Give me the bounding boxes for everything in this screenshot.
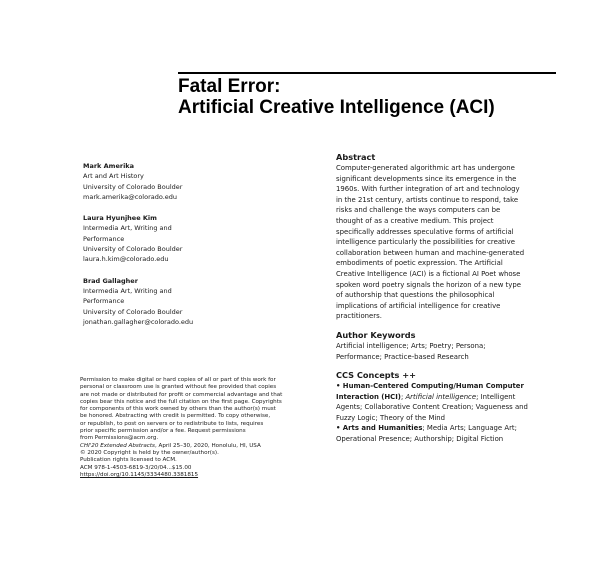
permission-notice [80, 377, 320, 479]
keywords-line: Performance; Practice-based Research [336, 352, 469, 361]
author-affiliation: Performance [83, 234, 125, 243]
ccs-line: Agents; Collaborative Content Creation; Vagueness and [336, 403, 528, 412]
author-3 [83, 276, 243, 327]
abstract-line: risks and challenge the ways computers can be [336, 206, 501, 215]
permission-line: be honored. Abstracting with credit is permitted. To copy otherwise, [80, 413, 271, 420]
abstract-line: Creative Intelligence (ACI) is a fictional AI Poet whose [336, 269, 521, 278]
ccs-line [336, 423, 576, 434]
abstract-line: collaboration between human and machine-generated [336, 248, 525, 257]
author-affiliation: Intermedia Art, Writing and [83, 224, 172, 233]
abstract-line: spoken word poetry signals the horizon of a new type [336, 280, 521, 289]
ccs-line: Fuzzy Logic; Theory of the Mind [336, 413, 446, 422]
permission-line: from Permissions@acm.org. [80, 435, 159, 442]
abstract-line: in the 21st century, artists continue to respond, take [336, 195, 519, 204]
paper-title [178, 76, 495, 118]
title-rule [178, 72, 556, 74]
ccs-category: • Arts and Humanities [336, 424, 423, 433]
author-affiliation: Performance [83, 297, 125, 306]
permission-line: or republish, to post on servers or to redistribute to lists, requires [80, 420, 264, 427]
ccs-line [336, 381, 576, 392]
abstract-line: embodiments of poetic expression. The Artificial [336, 259, 503, 268]
permission-line: personal or classroom use is granted without fee provided that copies [80, 384, 277, 391]
ccs-category: • Human-Centered Computing/Human Computer [336, 382, 524, 391]
abstract-line: of authorship that questions the philosophical [336, 291, 495, 300]
abstract-section [336, 152, 576, 322]
abstract-line: thought of as a creative medium. This project [336, 216, 494, 225]
abstract-line: implications of artificial intelligence for creative [336, 301, 501, 310]
author-2 [83, 213, 243, 264]
ccs-emphasis: Artificial intelligence [405, 392, 477, 401]
ccs-category: Interaction (HCI) [336, 392, 401, 401]
ccs-line [336, 392, 576, 403]
title-line-2: Artificial Creative Intelligence (ACI) [178, 97, 495, 118]
copyright-line: © 2020 Copyright is held by the owner/author(s). [80, 449, 219, 456]
doi-link[interactable]: https://doi.org/10.1145/3334480.3381815 [80, 471, 199, 478]
ccs-heading: CCS Concepts ++ [336, 370, 417, 381]
author-name: Brad Gallagher [83, 276, 138, 285]
ccs-separator: ; [400, 392, 406, 401]
keywords-line: Artificial intelligence; Arts; Poetry; Persona; [336, 341, 486, 350]
keywords-section [336, 330, 576, 362]
ccs-section [336, 370, 576, 445]
author-name: Mark Amerika [83, 162, 135, 170]
title-line-1: Fatal Error: [178, 76, 281, 97]
abstract-line: Computer-generated algorithmic art has undergone [336, 164, 515, 172]
right-column [336, 152, 576, 453]
author-block [83, 161, 243, 338]
conference-details: , April 25–30, 2020, Honolulu, HI, USA [154, 442, 261, 449]
abstract-line: specifically addresses speculative forms of artificial [336, 227, 514, 236]
author-email: jonathan.gallagher@colorado.edu [83, 317, 194, 326]
permission-line: for components of this work owned by others than the author(s) must [80, 406, 276, 413]
author-1 [83, 161, 243, 202]
author-institution: University of Colorado Boulder [83, 245, 183, 254]
conference-line [80, 443, 320, 450]
author-email: laura.h.kim@colorado.edu [83, 255, 169, 264]
author-affiliation: Intermedia Art, Writing and [83, 286, 172, 295]
ccs-terms: ; Media Arts; Language Art; [422, 424, 517, 433]
license-line: Publication rights licensed to ACM. [80, 457, 177, 464]
permission-line: Permission to make digital or hard copies of all or part of this work for [80, 377, 276, 383]
ccs-line: Operational Presence; Authorship; Digital Fiction [336, 435, 504, 444]
abstract-line: intelligence particularly the possibilities for creative [336, 238, 515, 247]
abstract-line: 1960s. With further integration of art and technology [336, 185, 520, 194]
author-institution: University of Colorado Boulder [83, 307, 183, 316]
conference-name: CHI'20 Extended Abstracts [80, 442, 155, 449]
abstract-line: practitioners. [336, 312, 382, 321]
ccs-terms: ; Intelligent [476, 392, 516, 401]
permission-line: copies bear this notice and the full citation on the first page. Copyrights [80, 398, 282, 405]
isbn-line: ACM 978-1-4503-6819-3/20/04...$15.00 [80, 464, 192, 471]
author-email: mark.amerika@colorado.edu [83, 192, 178, 201]
permission-line: prior specific permission and/or a fee. Request permissions [80, 428, 246, 435]
permission-line: are not made or distributed for profit or commercial advantage and that [80, 391, 283, 398]
author-affiliation: Art and Art History [83, 172, 144, 181]
keywords-heading: Author Keywords [336, 329, 416, 340]
author-name: Laura Hyunjhee Kim [83, 214, 157, 223]
author-institution: University of Colorado Boulder [83, 182, 183, 191]
abstract-line: significant developments since its emergence in the [336, 174, 517, 183]
abstract-heading: Abstract [336, 152, 376, 162]
